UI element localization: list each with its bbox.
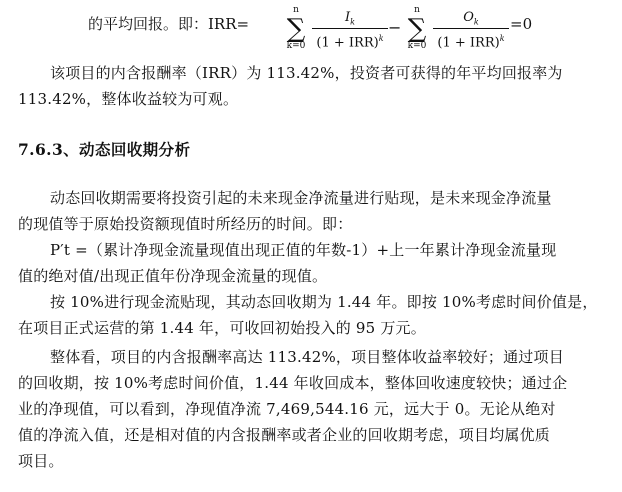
paragraph-summary-line-2: 的回收期，按 10%考虑时间价值，1.44 年收回成本，整体回收速度较快；通过企 xyxy=(18,374,568,392)
paragraph-payback-line-2: 在项目正式运营的第 1.44 年，可收回初始投入的 95 万元。 xyxy=(18,319,426,337)
paragraph-irr-line-2: 113.42%，整体收益较为可观。 xyxy=(18,90,239,108)
minus-sign: − xyxy=(388,18,402,37)
paragraph-summary-line-4: 值的净流入值，还是相对值的内含报酬率或者企业的回收期考虑，项目均属优质 xyxy=(18,426,551,444)
formula-equals-zero: =0 xyxy=(510,15,533,33)
irr-formula xyxy=(0,2,622,58)
paragraph-summary-line-3: 业的净现值，可以看到，净现值净流 7,469,544.16 元，远大于 0。无论从绝对 xyxy=(18,400,556,418)
section-heading: 7.6.3、动态回收期分析 xyxy=(18,140,191,159)
paragraph-irr-line-1: 该项目的内含报酬率（IRR）为 113.42%，投资者可获得的年平均回报率为 xyxy=(50,64,563,82)
paragraph-formula-line-1: P′t =（累计净现金流量现值出现正值的年数-1）+上一年累计净现金流量现 xyxy=(50,241,557,259)
summation-1: n ∑ k=0 xyxy=(286,5,306,51)
paragraph-dynamic-line-1: 动态回收期需要将投资引起的未来现金净流量进行贴现，是未来现金净流量 xyxy=(50,189,552,207)
fraction-outflow: $O_k$ (1 + IRR)$^k$ xyxy=(433,8,509,49)
paragraph-dynamic-line-2: 的现值等于原始投资额现值时所经历的时间。即： xyxy=(18,215,353,233)
formula-prefix: 的平均回报。即：IRR= xyxy=(88,15,250,33)
summation-2: n ∑ k=0 xyxy=(407,5,427,51)
fraction-inflow: $I_k$ (1 + IRR)$^k$ xyxy=(312,8,388,49)
paragraph-summary-line-1: 整体看，项目的内含报酬率高达 113.42%，项目整体收益率较好；通过项目 xyxy=(50,348,564,366)
paragraph-payback-line-1: 按 10%进行现金流贴现，其动态回收期为 1.44 年。即按 10%考虑时间价值是， xyxy=(50,293,598,311)
paragraph-formula-line-2: 值的绝对值/出现正值年份净现金流量的现值。 xyxy=(18,267,328,285)
paragraph-summary-line-5: 项目。 xyxy=(18,452,64,470)
